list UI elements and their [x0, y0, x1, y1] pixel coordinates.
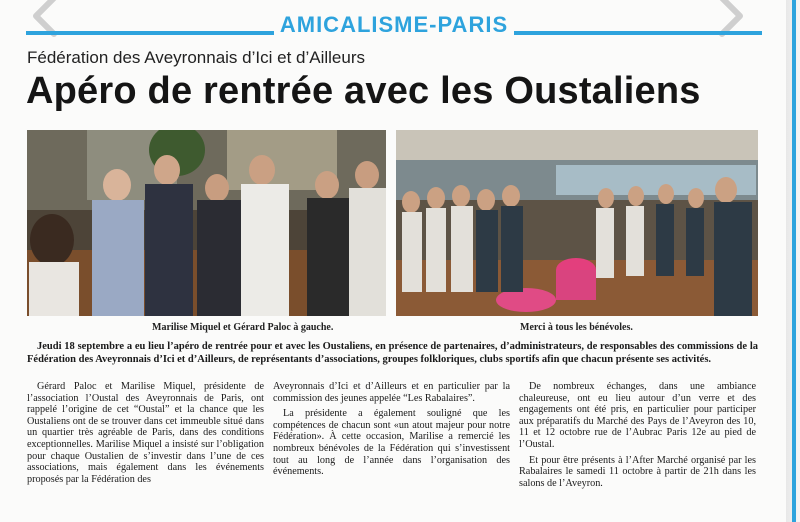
article-column-1 — [27, 381, 264, 489]
section-title: AMICALISME-PARIS — [274, 12, 514, 37]
article-supertitle: Fédération des Aveyronnais d’Ici et d’Ailleurs — [27, 48, 365, 67]
article-paragraph: Gérard Paloc et Marilise Miquel, présidente de l’association l’Oustal des Aveyronnais de Paris, ont rappelé l’origine de cet “Oustal” et la chance que les Oustaliens ont de se trouver dans cet immeuble situé dans un quartier très agréable de Paris, dans des conditions exceptionnelles. Marilise Miquel a insisté sur l’obligation pour chaque Oustalien de s’investir dans l’une de ces associations, mais également dans les événements proposés par la Fédération des — [27, 381, 264, 485]
article-paragraph: Aveyronnais d’Ici et d’Ailleurs et en particulier par la commission des jeunes appelée “Les Rabalaires”. — [273, 381, 510, 404]
article-paragraph: La présidente a également souligné que les compétences de chacun sont «un atout majeur pour notre Fédération». À cette occasion, Marilise a remercié les nombreux bénévoles de la Fédération qui s’investissent tout au long de l’année dans l’organisation des événements. — [273, 408, 510, 478]
page-edge — [786, 0, 800, 522]
article-paragraph: De nombreux échanges, dans une ambiance chaleureuse, ont eu lieu autour d’un verre et des engagements ont été pris, en particulier pour participer aux préparatifs du Marché des Pays de l’Aveyron des 10, 11 et 12 octobre rue de l’Aubrac Paris 12e au pied de l’Oustal. — [519, 381, 756, 450]
article-column-3 — [519, 381, 756, 493]
article-paragraph: Et pour être présents à l’After Marché organisé par les Rabalaires le samedi 11 octobre à partir de 21h dans les salons de l’Aveyron. — [519, 454, 756, 489]
section-header — [26, 14, 762, 36]
article-column-2 — [273, 381, 510, 482]
photo-caption: Merci à tous les bénévoles. — [520, 322, 633, 333]
photo-marilise-gerard — [27, 130, 386, 316]
article-lead: Jeudi 18 septembre a eu lieu l’apéro de rentrée pour et avec les Oustaliens, en présence de partenaires, d’administrateurs, de responsables des commissions de la Fédération des Aveyronnais d’Ici et d’Ailleurs, de représentants d’associations, groupes folkloriques, clubs sportifs afin que chacun présente ses activités. — [27, 341, 758, 365]
photo-volunteers — [396, 130, 758, 316]
photo-caption: Marilise Miquel et Gérard Paloc à gauche. — [152, 322, 334, 333]
article-headline: Apéro de rentrée avec les Oustaliens — [26, 70, 701, 112]
